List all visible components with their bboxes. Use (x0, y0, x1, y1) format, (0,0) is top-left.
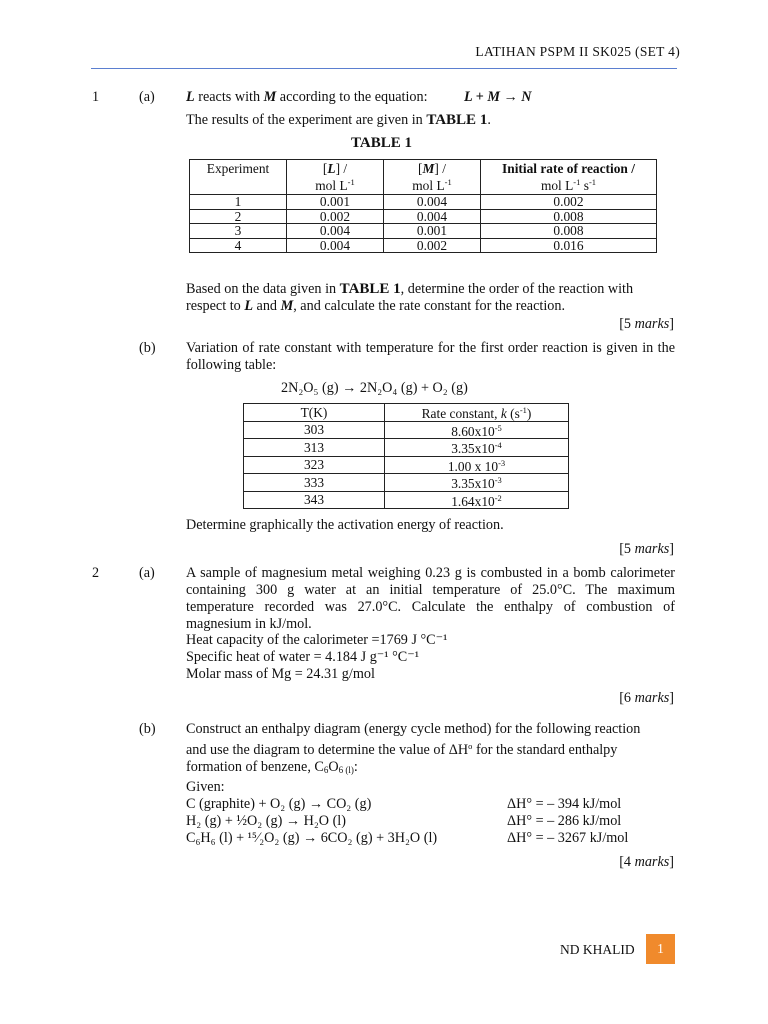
table-cell: 1 (190, 195, 287, 210)
header-temperature: T(K) (244, 404, 385, 422)
specific-heat: Specific heat of water = 4.184 J g⁻¹ °C⁻¹ (186, 649, 419, 665)
table-cell: $8.60x10^{-5}$ (385, 421, 569, 439)
enthalpy-2: ΔH° = – 286 kJ/mol (507, 813, 622, 829)
table-row (190, 195, 657, 210)
table-1 (189, 159, 657, 253)
reaction-equation: L + M → N (464, 89, 532, 105)
header-divider (91, 68, 677, 69)
table-cell: 323 (244, 456, 385, 474)
table-cell: 0.016 (481, 238, 657, 253)
document-header: LATIHAN PSPM II SK025 (SET 4) (475, 44, 680, 59)
header-rate-constant: Rate constant, k $(s^{-1})$ (385, 404, 569, 422)
question-2a-label: (a) (139, 565, 155, 581)
table-cell: 0.001 (287, 195, 384, 210)
given-label: Given: (186, 779, 225, 795)
table-cell: 0.002 (287, 209, 384, 224)
table-row (190, 238, 657, 253)
question-1b-text: Variation of rate constant with temperature for the first order reaction is given in the following table: (186, 340, 675, 373)
question-2b-text: Construct an enthalpy diagram (energy cycle method) for the following reaction and use the diagram to determine the value of $\Delta H^o$ for the standard enthalpy formation of benzene, $C_6O_{6 (l)}$: (186, 721, 641, 775)
table-cell: 343 (244, 491, 385, 509)
footer-author: ND KHALID (560, 942, 635, 957)
question-2-number: 2 (92, 565, 100, 581)
equation-2: H₂ (g) + ½O₂ (g) → H₂O (l) (186, 813, 346, 829)
question-1a-intro: L reacts with M according to the equation: (186, 89, 428, 105)
results-intro: The results of the experiment are given in TABLE 1. (186, 112, 491, 128)
header-L: [L] / mol $L^{-1}$ (287, 160, 384, 195)
question-1b-label: (b) (139, 340, 156, 356)
table-row (244, 491, 569, 509)
table-row (190, 209, 657, 224)
table-row (190, 224, 657, 239)
table-row (244, 439, 569, 457)
table-cell: 2 (190, 209, 287, 224)
table-cell: 0.002 (481, 195, 657, 210)
table-cell: 0.004 (384, 195, 481, 210)
table-cell: 4 (190, 238, 287, 253)
table-cell: 333 (244, 474, 385, 492)
table-1-title: TABLE 1 (351, 135, 412, 151)
question-2b-label: (b) (139, 721, 156, 737)
molar-mass: Molar mass of Mg = 24.31 g/mol (186, 666, 375, 682)
decomposition-reaction: 2N₂O₅ (g) → 2N₂O₄ (g) + O₂ (g) (281, 380, 468, 396)
table-cell: 0.004 (384, 209, 481, 224)
table-cell: 0.002 (384, 238, 481, 253)
question-1-number: 1 (92, 89, 100, 105)
enthalpy-3: ΔH° = – 3267 kJ/mol (507, 830, 629, 846)
question-1a-text: Based on the data given in TABLE 1, determine the order of the reaction with respect to L and M, and calculate the rate constant for the reaction. (186, 281, 634, 314)
header-initial-rate: Initial rate of reaction / mol $L^{-1}$ $s^{-1}$ (481, 160, 657, 195)
marks-1a: [5 marks] (619, 316, 674, 332)
heat-capacity: Heat capacity of the calorimeter =1769 J °C⁻¹ (186, 632, 448, 648)
marks-1b: [5 marks] (619, 541, 674, 557)
rate-constant-table (243, 403, 569, 509)
marks-2b: [4 marks] (619, 854, 674, 870)
table-cell: 313 (244, 439, 385, 457)
table-cell: $1.64x10^{-2}$ (385, 491, 569, 509)
table-cell: 0.008 (481, 209, 657, 224)
page-number-badge: 1 (646, 934, 675, 964)
question-1a-label: (a) (139, 89, 155, 105)
header-M: [M] / mol $L^{-1}$ (384, 160, 481, 195)
table-cell: $3.35x10^{-4}$ (385, 439, 569, 457)
table-cell: 1.00 x $10^{-3}$ (385, 456, 569, 474)
header-experiment: Experiment (190, 160, 287, 195)
marks-2a: [6 marks] (619, 690, 674, 706)
table-cell: 0.004 (287, 224, 384, 239)
table-cell: 3 (190, 224, 287, 239)
table-row (244, 474, 569, 492)
equation-3: C₆H₆ (l) + ¹⁵⁄₂O₂ (g) → 6CO₂ (g) + 3H₂O (l) (186, 830, 438, 846)
equation-1: C (graphite) + O₂ (g) → CO₂ (g) (186, 796, 372, 812)
table-cell: 0.008 (481, 224, 657, 239)
table-cell: $3.35x10^{-3}$ (385, 474, 569, 492)
rate-table-header-row (244, 404, 569, 422)
table-cell: 0.001 (384, 224, 481, 239)
table-cell: 0.004 (287, 238, 384, 253)
table-row (244, 421, 569, 439)
enthalpy-1: ΔH° = – 394 kJ/mol (507, 796, 622, 812)
table-row (244, 456, 569, 474)
question-2a-text: A sample of magnesium metal weighing 0.23 g is combusted in a bomb calorimeter containing 300 g water at an initial temperature of 25.0°C. The maximum temperature recorded was 27.0°C. Calculate the enthalpy of combustion of magnesium in kJ/mol. (186, 565, 675, 632)
question-1b-question: Determine graphically the activation energy of reaction. (186, 517, 504, 533)
table-1-header-row (190, 160, 657, 195)
table-cell: 303 (244, 421, 385, 439)
